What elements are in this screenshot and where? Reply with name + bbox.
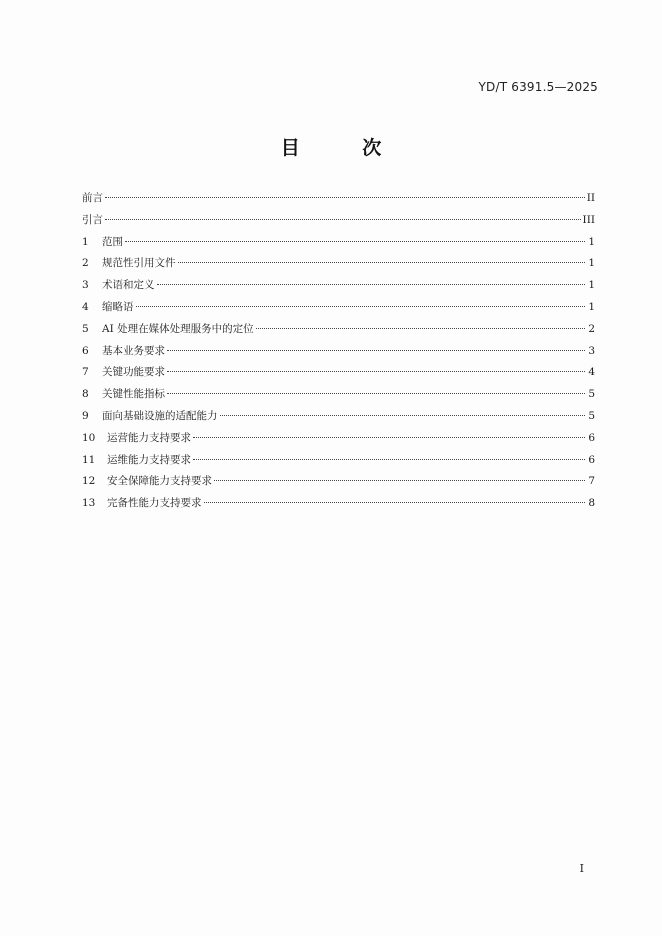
toc-entry-label: 前言 — [82, 192, 103, 204]
toc-entry-label: 范围 — [102, 235, 123, 248]
toc-title: 目 次 — [280, 137, 410, 159]
toc-entry[interactable] — [82, 232, 595, 254]
toc-entry-label: 引言 — [82, 213, 103, 226]
toc-entry-number: 4 — [82, 300, 89, 313]
toc-entry-number: 11 — [82, 453, 96, 466]
toc-dot-leader — [193, 437, 585, 438]
toc-entry[interactable] — [82, 319, 595, 341]
toc-entry-page: 5 — [588, 388, 595, 401]
toc-entry-number: 10 — [82, 431, 96, 444]
toc-dot-leader — [167, 393, 585, 394]
toc-entry-page: III — [582, 213, 595, 226]
toc-entry[interactable] — [82, 362, 595, 384]
toc-entry-number: 12 — [82, 475, 96, 488]
toc-entry-page: 3 — [588, 344, 595, 357]
toc-entry-number: 3 — [82, 279, 89, 292]
toc-entry[interactable] — [82, 406, 595, 428]
toc-dot-leader — [105, 219, 581, 220]
toc-dot-leader — [167, 350, 585, 351]
toc-dot-leader — [204, 502, 586, 503]
toc-entry[interactable] — [82, 428, 595, 450]
table-of-contents — [82, 188, 595, 515]
toc-entry-label: 基本业务要求 — [102, 344, 165, 357]
toc-dot-leader — [256, 328, 585, 329]
toc-entry-page: 4 — [588, 366, 595, 379]
toc-entry-label: 运营能力支持要求 — [107, 431, 191, 444]
toc-dot-leader — [167, 371, 585, 372]
toc-entry-page: 1 — [588, 300, 595, 313]
toc-entry-label: 安全保障能力支持要求 — [107, 475, 212, 488]
toc-entry-number: 5 — [82, 322, 89, 335]
toc-entry-label: 规范性引用文件 — [102, 257, 176, 270]
toc-dot-leader — [105, 197, 585, 198]
toc-entry-number: 8 — [82, 388, 89, 401]
toc-entry-page: 1 — [588, 257, 595, 270]
toc-entry[interactable] — [82, 341, 595, 363]
standard-code: YD/T 6391.5—2025 — [478, 80, 598, 94]
toc-dot-leader — [193, 459, 585, 460]
toc-entry-number: 9 — [82, 409, 89, 422]
toc-entry-page: 2 — [588, 322, 595, 335]
toc-entry-page: 1 — [588, 235, 595, 248]
page-number: I — [579, 862, 584, 875]
toc-entry-number: 1 — [82, 235, 89, 248]
toc-dot-leader — [220, 415, 586, 416]
toc-entry[interactable] — [82, 450, 595, 472]
toc-dot-leader — [178, 262, 586, 263]
toc-entry-page: 5 — [588, 409, 595, 422]
toc-dot-leader — [125, 241, 585, 242]
toc-entry[interactable] — [82, 210, 595, 232]
toc-dot-leader — [214, 480, 585, 481]
toc-entry-page: 8 — [588, 497, 595, 510]
toc-entry[interactable] — [82, 471, 595, 493]
toc-entry-page: 6 — [588, 431, 595, 444]
toc-entry-page: 6 — [588, 453, 595, 466]
toc-entry[interactable] — [82, 253, 595, 275]
toc-entry-label: 完备性能力支持要求 — [107, 497, 202, 510]
toc-dot-leader — [157, 284, 586, 285]
toc-entry-label: 缩略语 — [102, 300, 134, 313]
toc-entry-number: 7 — [82, 366, 89, 379]
toc-entry-number: 13 — [82, 497, 96, 510]
toc-entry[interactable] — [82, 275, 595, 297]
toc-entry-page: 1 — [588, 279, 595, 292]
toc-entry-label: 关键功能要求 — [102, 366, 165, 379]
toc-entry-page: 7 — [588, 475, 595, 488]
toc-entry-page: II — [586, 192, 595, 204]
toc-entry[interactable] — [82, 188, 595, 210]
toc-entry[interactable] — [82, 493, 595, 515]
toc-entry-label: 关键性能指标 — [102, 388, 165, 401]
toc-entry-number: 2 — [82, 257, 89, 270]
toc-dot-leader — [136, 306, 586, 307]
toc-entry-label: 面向基础设施的适配能力 — [102, 409, 218, 422]
toc-entry-label: 运维能力支持要求 — [107, 453, 191, 466]
toc-entry-number: 6 — [82, 344, 89, 357]
toc-entry-label: AI 处理在媒体处理服务中的定位 — [102, 322, 254, 335]
toc-entry[interactable] — [82, 384, 595, 406]
toc-entry[interactable] — [82, 297, 595, 319]
toc-entry-label: 术语和定义 — [102, 279, 155, 292]
